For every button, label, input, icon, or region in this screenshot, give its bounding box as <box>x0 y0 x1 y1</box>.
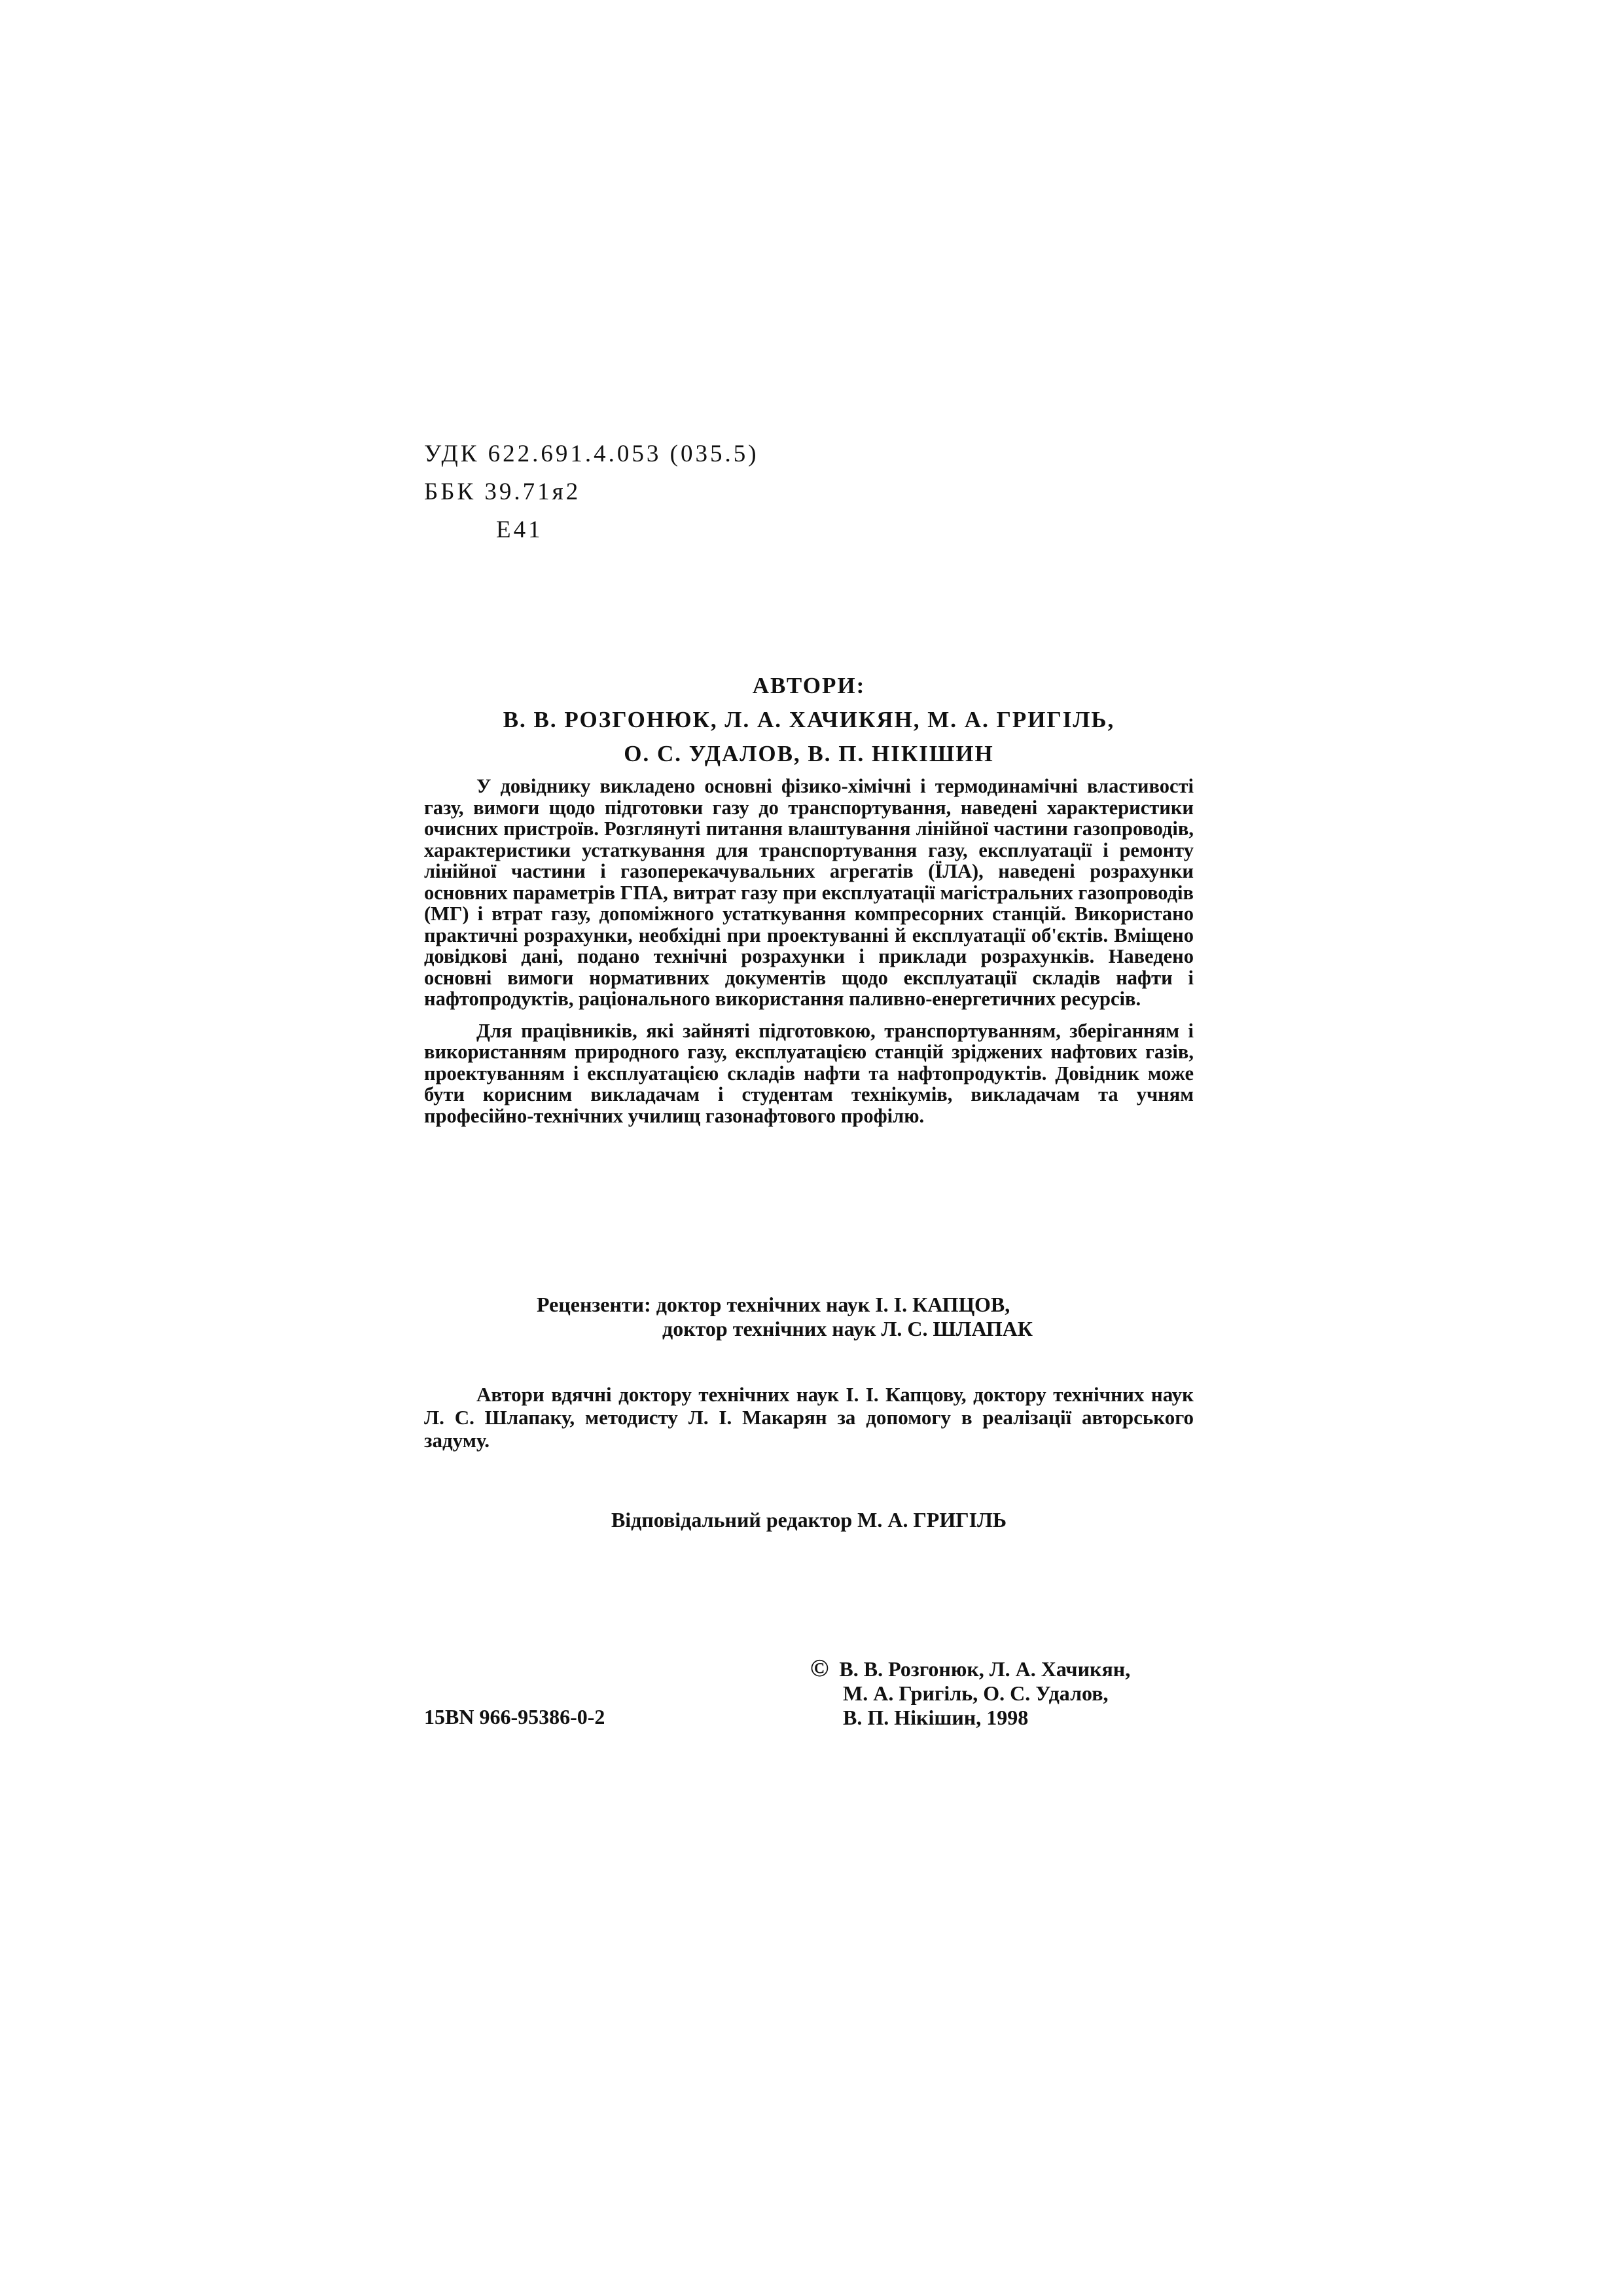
udk-code: УДК 622.691.4.053 (035.5) <box>424 440 759 467</box>
copyright-block <box>810 1657 1130 1730</box>
copyright-line-3: В. П. Нікішин, 1998 <box>843 1706 1029 1729</box>
copyright-icon: © <box>810 1655 829 1682</box>
responsible-editor: Відповідальний редактор М. А. ГРИГІЛЬ <box>611 1508 1007 1532</box>
authors-heading: АВТОРИ: <box>752 673 866 698</box>
authors-block <box>424 669 1194 771</box>
abstract-paragraph-2: Для працівників, які зайняті підготовкою, транспортуванням, зберіганням і використанням природного газу, експлуатацією станцій зріджених нафтових газів, проектуванням і експлуатацією складів нафти та нафтопродуктів. Довідник може бути корисним викладачам і студентам технікумів, викладачам та учням професійно-технічних училищ газонафтового профілю. <box>424 1019 1194 1127</box>
acknowledgements-text: Автори вдячні доктору технічних наук І. І. Капцову, доктору технічних наук Л. С. Шлапаку, методисту Л. І. Макарян за допомогу в реалізації авторського задуму. <box>424 1383 1194 1452</box>
reviewers-block <box>537 1293 1033 1341</box>
author-sign-code: Е41 <box>496 516 543 543</box>
reviewer-line-1: Рецензенти: доктор технічних наук І. І. КАПЦОВ, <box>537 1293 1010 1316</box>
copyright-line-1: В. В. Розгонюк, Л. А. Хачикян, <box>839 1657 1131 1681</box>
reviewer-line-2: доктор технічних наук Л. С. ШЛАПАК <box>662 1317 1033 1340</box>
bbk-code: ББК 39.71я2 <box>424 478 581 505</box>
authors-line-1: В. В. РОЗГОНЮК, Л. А. ХАЧИКЯН, М. А. ГРИГІЛЬ, <box>503 707 1115 732</box>
bibliographic-codes <box>424 435 759 549</box>
isbn: 15BN 966-95386-0-2 <box>424 1705 605 1729</box>
abstract-paragraph-1: У довіднику викладено основні фізико-хімічні і термодинамічні властивості газу, вимоги щодо підготовки газу до транспортування, наведені характеристики очисних пристроїв. Розглянуті питання влаштування лінійної частини газопроводів, характеристики устаткування для транспортування газу, експлуатації і ремонту лінійної частини і газоперекачувальних агрегатів (ЇЛА), наведені розрахунки основних параметрів ГПА, витрат газу при експлуатації магістральних газопроводів (МГ) і втрат газу, допоміжного устаткування компресорних станцій. Використано практичні розрахунки, необхідні при проектуванні й експлуатації об'єктів. Вміщено довідкові дані, подано технічні розрахунки і приклади розрахунків. Наведено основні вимоги нормативних документів щодо експлуатації складів нафти і нафтопродуктів, раціонального використання паливно-енергетичних ресурсів. <box>424 775 1194 1010</box>
authors-line-2: О. С. УДАЛОВ, В. П. НІКІШИН <box>624 741 994 766</box>
copyright-line-2: М. А. Григіль, О. С. Удалов, <box>843 1681 1109 1705</box>
abstract <box>424 776 1194 1137</box>
acknowledgements <box>424 1383 1194 1452</box>
